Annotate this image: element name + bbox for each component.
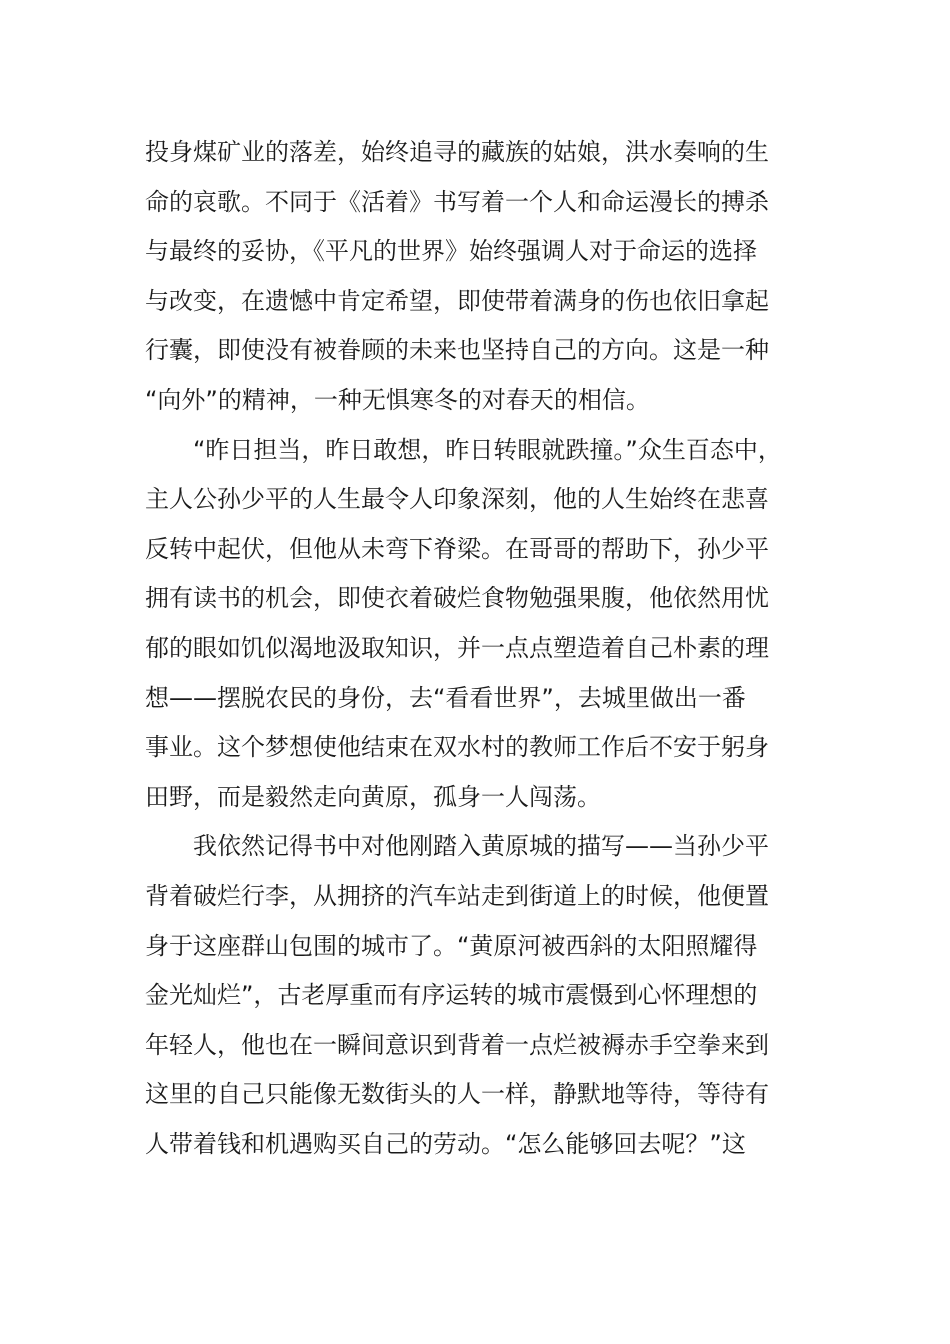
text-line: 事业。这个梦想使他结束在双水村的教师工作后不安于躬身 — [145, 733, 769, 762]
text-line: 郁的眼如饥似渴地汲取知识，并一点点塑造着自己朴素的理 — [145, 633, 769, 662]
paragraph-start-line: “昨日担当，昨日敢想，昨日转眼就跌撞。”众生百态中， — [193, 435, 782, 464]
text-line: 主人公孙少平的人生最令人印象深刻，他的人生始终在悲喜 — [145, 485, 769, 514]
text-line: 行囊，即使没有被眷顾的未来也坚持自己的方向。这是一种 — [145, 336, 769, 365]
text-line: 与改变，在遗憾中肯定希望，即使带着满身的伤也依旧拿起 — [145, 286, 769, 315]
text-line: 拥有读书的机会，即使衣着破烂食物勉强果腹，他依然用忧 — [145, 584, 769, 613]
text-line: 人带着钱和机遇购买自己的劳动。“怎么能够回去呢？”这 — [145, 1129, 746, 1158]
paragraph-start-line: 我依然记得书中对他刚踏入黄原城的描写——当孙少平 — [193, 832, 769, 861]
body-text — [145, 128, 825, 1169]
text-line: “向外”的精神，一种无惧寒冬的对春天的相信。 — [145, 385, 650, 414]
text-line: 命的哀歌。不同于《活着》书写着一个人和命运漫长的搏杀 — [145, 187, 769, 216]
text-line: 投身煤矿业的落差，始终追寻的藏族的姑娘，洪水奏响的生 — [145, 138, 769, 166]
text-line: 反转中起伏，但他从未弯下脊梁。在哥哥的帮助下，孙少平 — [145, 534, 769, 563]
text-line: 金光灿烂”，古老厚重而有序运转的城市震慑到心怀理想的 — [145, 981, 758, 1010]
text-line: 与最终的妥协，《平凡的世界》始终强调人对于命运的选择 — [145, 237, 757, 266]
text-line: 想——摆脱农民的身份，去“看看世界”，去城里做出一番 — [145, 683, 746, 712]
text-line: 背着破烂行李，从拥挤的汽车站走到街道上的时候，他便置 — [145, 881, 769, 910]
text-line: 身于这座群山包围的城市了。“黄原河被西斜的太阳照耀得 — [145, 931, 758, 960]
text-line: 年轻人，他也在一瞬间意识到背着一点烂被褥赤手空拳来到 — [145, 1030, 769, 1059]
text-line: 田野，而是毅然走向黄原，孤身一人闯荡。 — [145, 782, 601, 811]
text-line: 这里的自己只能像无数街头的人一样，静默地等待，等待有 — [145, 1080, 769, 1109]
